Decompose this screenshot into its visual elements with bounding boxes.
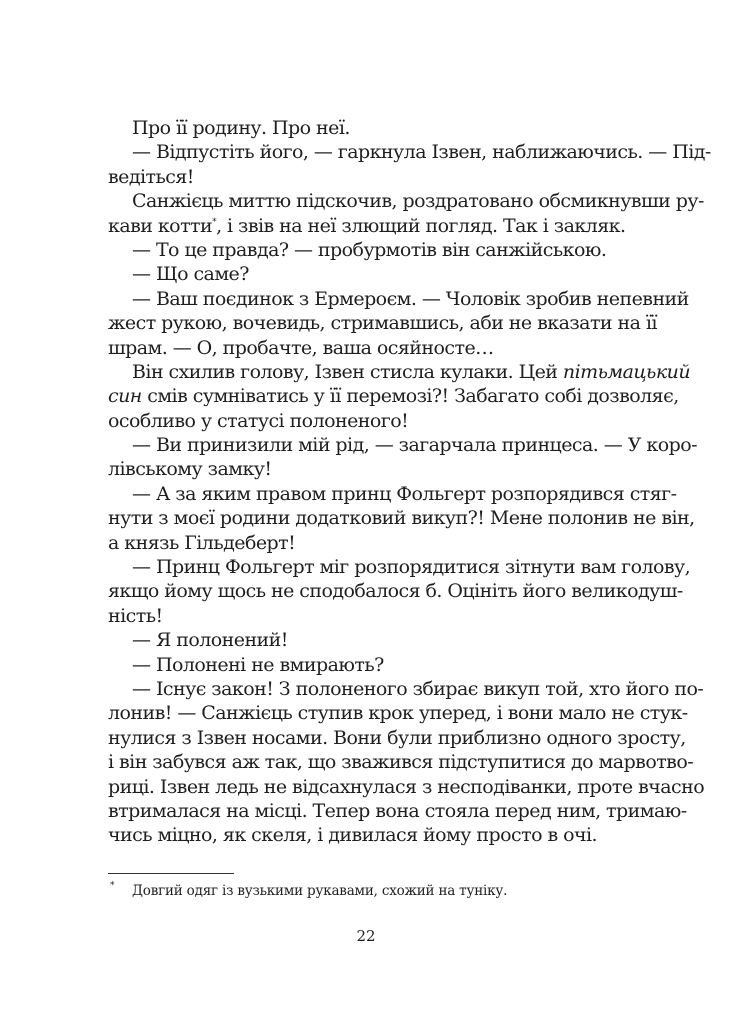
text-line: — Ви принизили мій рід, — загарчала принцеса. — У коро-	[132, 434, 697, 457]
text-line: — Що саме?	[132, 263, 249, 286]
text-line: — Існує закон! З полоненого збирає викуп той, хто його по-	[132, 677, 704, 700]
text-line: втрималася на місці. Тепер вона стояла перед ним, тримаю-	[108, 799, 687, 822]
text-line: нути з моєї родини додатковий викуп?! Мене полонив не він,	[108, 507, 695, 530]
text-line: — Принц Фольгерт міг розпорядитися зітнути вам голову,	[132, 556, 691, 579]
text-line: якщо йому щось не сподобалося б. Оцініть його великодуш-	[108, 580, 683, 603]
text-line: Про її родину. Про неї.	[132, 117, 350, 139]
text-span: кави котти	[108, 214, 213, 237]
text-line: шрам. — О, пробачте, ваша осяйносте…	[108, 336, 494, 359]
text-line: і він забувся аж так, що зважився підступитися до марвотво-	[108, 751, 694, 774]
footnote-marker: *	[110, 881, 115, 891]
page-number: 22	[356, 927, 376, 945]
text-line: — А за яким правом принц Фольгерт розпорядився стяг-	[132, 482, 677, 505]
footnote-reference: *	[212, 217, 217, 228]
body-text	[108, 116, 711, 848]
text-line: — То це правда? — пробурмотів він санжійською.	[132, 238, 607, 261]
text-span: Він схилив голову, Ізвен стисла кулаки. Цей	[132, 360, 563, 383]
text-line: жест рукою, вочевидь, стримавшись, аби не вказати на її	[108, 312, 657, 335]
text-line: ведіться!	[108, 165, 194, 188]
text-line: лонив! — Санжієць ступив крок уперед, і вони мало не стук-	[108, 702, 688, 725]
text-span: , і звів на неї злющий погляд. Так і закляк.	[216, 214, 626, 237]
text-line	[108, 360, 691, 384]
text-span: смів сумніватись у її перемозі?! Забагато собі дозволяє,	[141, 385, 679, 408]
footnote-divider	[108, 873, 234, 874]
text-line: лівському замку!	[108, 458, 272, 481]
italic-text: син	[108, 385, 142, 408]
text-line	[108, 214, 648, 238]
text-line	[108, 384, 679, 408]
text-line: ність!	[108, 604, 163, 627]
text-line: — Відпустіть його, — гаркнула Ізвен, наближаючись. — Під-	[132, 141, 711, 164]
text-line: — Я полонений!	[132, 629, 288, 652]
text-line: Санжієць миттю підскочив, роздратовано обсмикнувши ру-	[132, 190, 704, 213]
text-line: а князь Гільдеберт!	[108, 531, 296, 554]
text-line: риці. Ізвен ледь не відсахнулася з несподіванки, проте вчасно	[108, 775, 705, 798]
footnote-text: Довгий одяг із вузькими рукавами, схожий на туніку.	[132, 883, 508, 899]
text-line: чись міцно, як скеля, і дивилася йому просто в очі.	[108, 824, 598, 847]
italic-text: пітьмацький	[562, 360, 691, 383]
text-line: — Полонені не вмирають?	[132, 653, 384, 676]
text-line: особливо у статусі полоненого!	[108, 409, 409, 432]
text-line: — Ваш поєдинок з Ермероєм. — Чоловік зробив непевний	[132, 287, 689, 310]
text-line: нулися з Ізвен носами. Вони були приблизно одного зросту,	[108, 726, 686, 749]
